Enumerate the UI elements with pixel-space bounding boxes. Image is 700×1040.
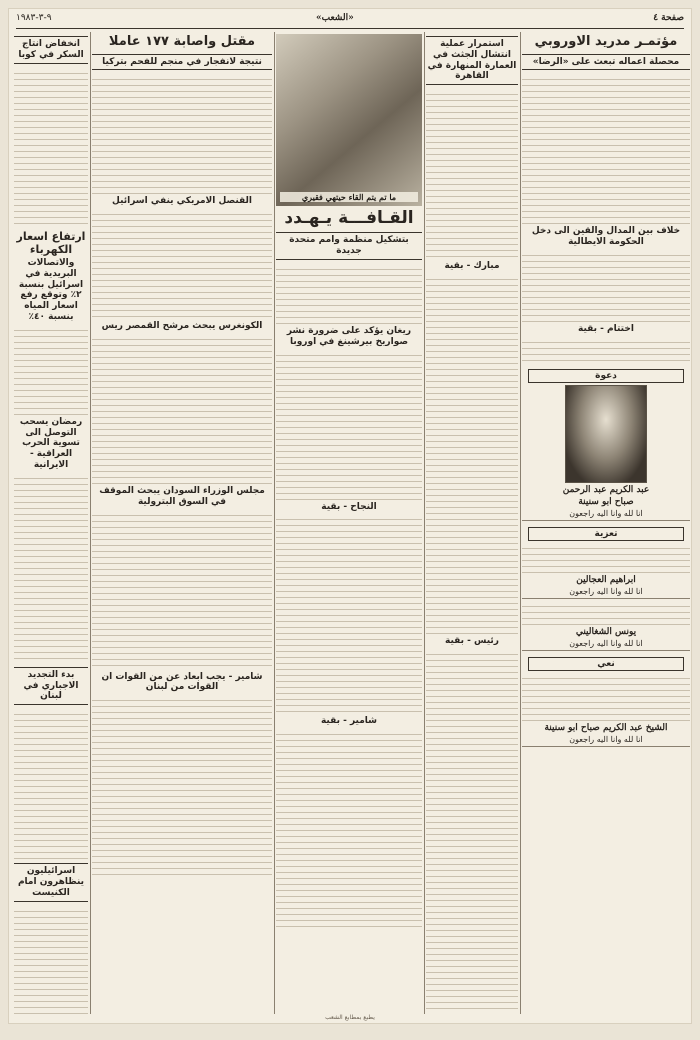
article-text (522, 74, 690, 224)
column-left-middle (92, 32, 272, 1014)
article-text (522, 337, 690, 363)
page-number: صفحة ٤ (653, 13, 684, 23)
notice-text (522, 543, 690, 573)
article-text (426, 89, 518, 259)
article-text (92, 74, 272, 194)
article-text (276, 264, 422, 324)
footer-printer: يطبع بمطابع الشعب (325, 1014, 375, 1021)
newspaper-page (8, 8, 692, 1024)
article-text (92, 510, 272, 670)
article-text (14, 906, 88, 1014)
headline-consul: القنصل الامريكي ينفي اسرائيل (112, 196, 252, 207)
headline-success: النجاح - بقية (321, 501, 377, 512)
person-name: صباح ابو سنينة (578, 496, 634, 507)
masthead (16, 12, 684, 29)
subhead-gaddafi: بتشكيل منظمة وامم متحدة جديدة (276, 232, 422, 260)
prayer-line: انا لله وانا اليه راجعون (522, 639, 690, 651)
article-text (276, 514, 422, 714)
article-text (522, 250, 690, 322)
headline-mubarak: مبارك - بقية (444, 261, 500, 272)
subhead-turkey: نتيجة لانفجار في منجم للفحم بتركيا (92, 54, 272, 71)
newspaper-name: «الشعب» (316, 13, 354, 23)
notice-text (522, 673, 690, 721)
prayer-line: انا لله وانا اليه راجعون (522, 509, 690, 521)
headline-conclusion: اختتام - بقية (578, 323, 634, 334)
column-rule (520, 32, 521, 1014)
headline-president: رئيس - بقية (445, 635, 499, 646)
headline-iran-iraq: رمضان يسحب التوصل الى تسوية الحرب العراقية - الايرانية (19, 416, 83, 470)
person-name: ابراهيم العجالين (576, 574, 636, 585)
section-invitation: دعوة (528, 369, 684, 383)
notice-text (522, 601, 690, 625)
headline-madrid: مؤتمـر مدريد الاوروبي (534, 34, 678, 49)
headline-gaddafi: القـافـــة يـهـدد (284, 208, 414, 228)
headline-reagan: ريغان يؤكد على ضرورة نشر صواريخ بيرشينغ في اوروبا (286, 325, 412, 347)
issue-date: ٩-٣-١٩٨٣ (16, 13, 52, 23)
headline-cairo: استمرار عملية انتشال الجثث في العمارة المنهارة في القاهرة (426, 36, 518, 85)
headline-cuba: انخفاض انتاج السكر في كوبا (14, 36, 88, 64)
prayer-line: انا لله وانا اليه راجعون (522, 735, 690, 747)
headline-lebanon: بدء التجديد الاجباري في لبنان (14, 667, 88, 705)
article-text (426, 649, 518, 1014)
headline-electricity: ارتفاع اسعار الكهرباء (16, 229, 86, 256)
headline-congress: الكونغرس يبحث مرشح القمصر ريس (101, 321, 263, 332)
article-text (426, 274, 518, 634)
person-name: عبد الكريم عبد الرحمن (562, 484, 650, 495)
article-text (14, 473, 88, 663)
person-name: يونس الشغاليني (575, 626, 637, 637)
headline-shamir-cont: شامير - بقية (320, 716, 378, 727)
article-text (14, 68, 88, 228)
column-center (276, 32, 422, 1014)
column-rule (90, 32, 91, 1014)
column-right-middle (426, 32, 518, 1014)
prayer-line: انا لله وانا اليه راجعون (522, 587, 690, 599)
subhead-madrid: محصلة اعماله تبعث على «الرضا» (522, 54, 690, 71)
article-text (276, 729, 422, 929)
headline-knesset: اسرائيليون ينظاهرون امام الكنيست (14, 863, 88, 901)
portrait-photo (565, 385, 647, 483)
article-text (92, 209, 272, 319)
subhead-electricity: والاتصالات البريدية في اسرائيل بنسبة ٢٪ وتوقع رفع اسعار المياه بنسبة ٤٠٪ (18, 257, 84, 322)
headline-shamir: شامير - يجب ابعاد عن من القوات ان القوات من لبنان (101, 671, 263, 693)
headline-italy: خلاف بين المدال والقين الى دخل الحكومة الايطالية (531, 226, 681, 248)
column-right (522, 32, 690, 1014)
section-obituary: نعي (528, 657, 684, 671)
column-left (14, 32, 88, 1014)
article-text (276, 350, 422, 500)
person-name: الشيخ عبد الكريم صباح ابو سنينة (544, 722, 668, 733)
headline-sudan: مجلس الوزراء السودان يبحث الموقف في السوق البترولية (99, 485, 265, 507)
article-text (92, 334, 272, 484)
column-rule (424, 32, 425, 1014)
photo-caption: ما تم يتم القاء حيتهي فقيري (280, 192, 418, 202)
section-condolence: تعزية (528, 527, 684, 541)
article-text (92, 695, 272, 875)
news-photo (276, 34, 422, 206)
article-text (14, 325, 88, 415)
headline-turkey: مقتل واصابة ١٧٧ عاملا (108, 34, 256, 49)
article-text (14, 709, 88, 859)
column-rule (274, 32, 275, 1014)
